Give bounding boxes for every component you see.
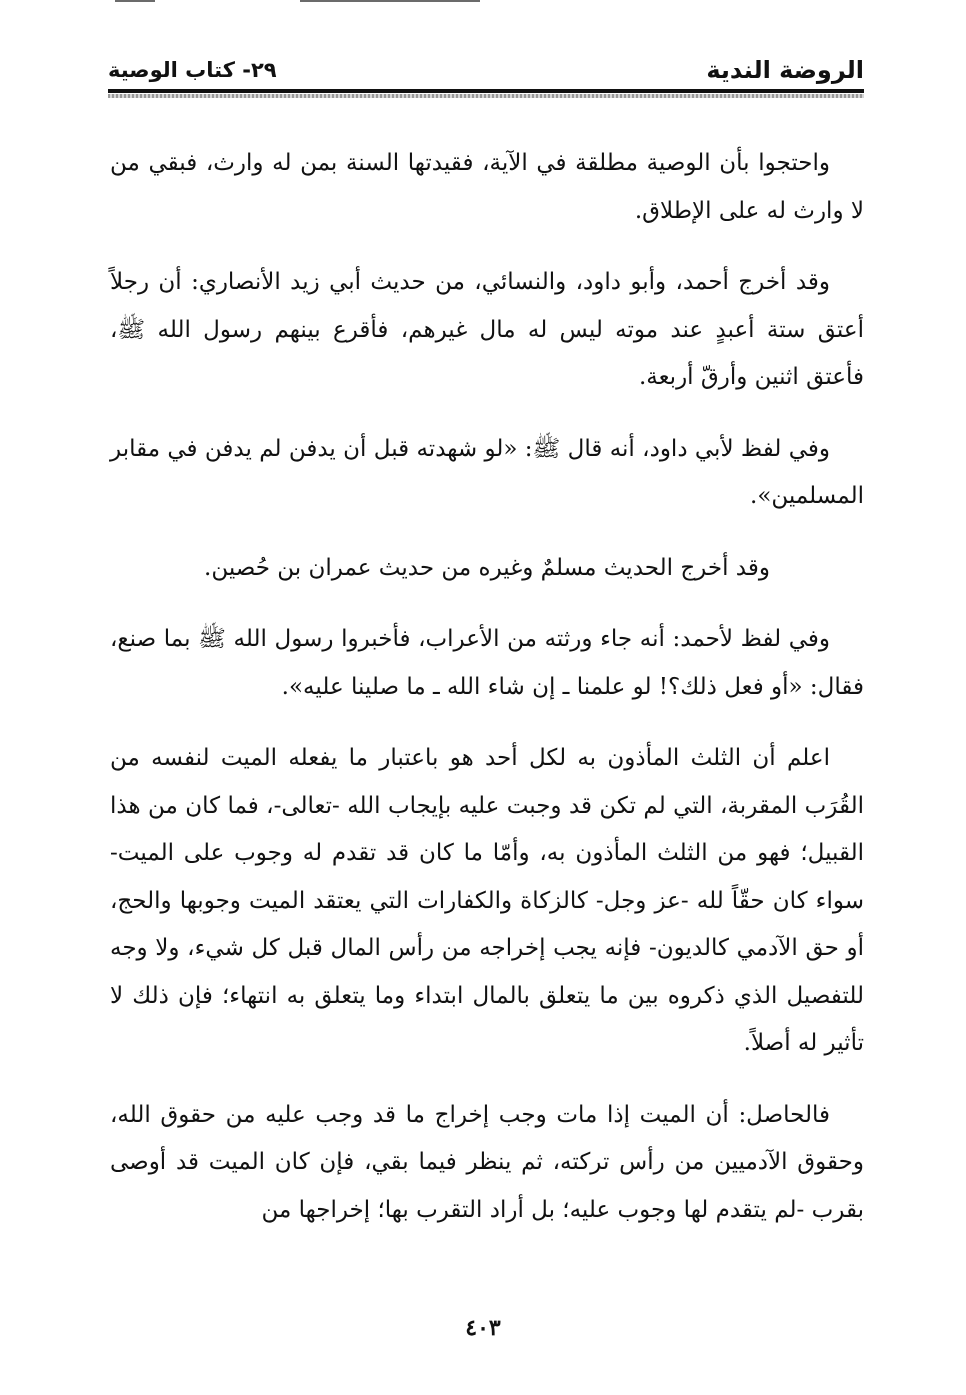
page-body (110, 140, 864, 1258)
running-header (108, 50, 864, 100)
book-title: الروضة الندية (706, 56, 864, 84)
header-rule-shadow (108, 94, 864, 98)
header-rule (108, 89, 864, 93)
scan-mark-right (300, 0, 480, 2)
paragraph: واحتجوا بأن الوصية مطلقة في الآية، فقيدتها السنة بمن له وارث، فبقي من لا وارث له على الإطلاق. (110, 150, 864, 224)
paragraph: اعلم أن الثلث المأذون به لكل أحد هو باعتبار ما يفعله الميت لنفسه من القُرَب المقربة، التي لم تكن قد وجبت عليه بإيجاب الله -تعالى-، فما كان من هذا القبيل؛ فهو من الثلث المأذون به، وأمّا ما كان قد تقدم له وجوب على الميت- سواء كان حقّاً لله -عز وجل- كالزكاة والكفارات التي يعتقد الميت وجوبها والحج، أو حق الآدمي كالديون- فإنه يجب إخراجه من رأس المال قبل كل شيء، ولا وجه للتفصيل الذي ذكروه بين ما يتعلق بالمال ابتداء وما يتعلق به انتهاء؛ فإن ذلك لا تأثير له أصلاً. (110, 745, 864, 1056)
paragraph: وفي لفظ لأحمد: أنه جاء ورثته من الأعراب، فأخبروا رسول الله ﷺ بما صنع، فقال: «أو فعل ذلك؟! لو علمنا ـ إن شاء الله ـ ما صلينا عليه». (110, 626, 864, 700)
scan-mark-left (115, 0, 155, 2)
paragraph: فالحاصل: أن الميت إذا مات وجب إخراج ما قد وجب عليه من حقوق الله، وحقوق الآدميين من رأس تركته، ثم ينظر فيما بقي، فإن كان الميت قد أوصى بقرب -لم يتقدم لها وجوب عليه؛ بل أراد التقرب بها؛ إخراجها من (110, 1101, 864, 1223)
chapter-title: ٢٩- كتاب الوصية (108, 58, 277, 82)
page-number: ٤٠٣ (465, 1315, 501, 1341)
paragraph: وقد أخرج الحديث مسلمٌ وغيره من حديث عمران بن حُصين. (204, 554, 770, 581)
paragraph: وقد أخرج أحمد، وأبو داود، والنسائي، من حديث أبي زيد الأنصاري: أن رجلاً أعتق ستة أعبدٍ عند موته ليس له مال غيرهم، فأقرع بينهم رسول الله ﷺ، فأعتق اثنين وأرقّ أربعة. (110, 269, 864, 390)
paragraph: وفي لفظ لأبي داود، أنه قال ﷺ: «لو شهدته قبل أن يدفن لم يدفن في مقابر المسلمين». (110, 435, 864, 509)
